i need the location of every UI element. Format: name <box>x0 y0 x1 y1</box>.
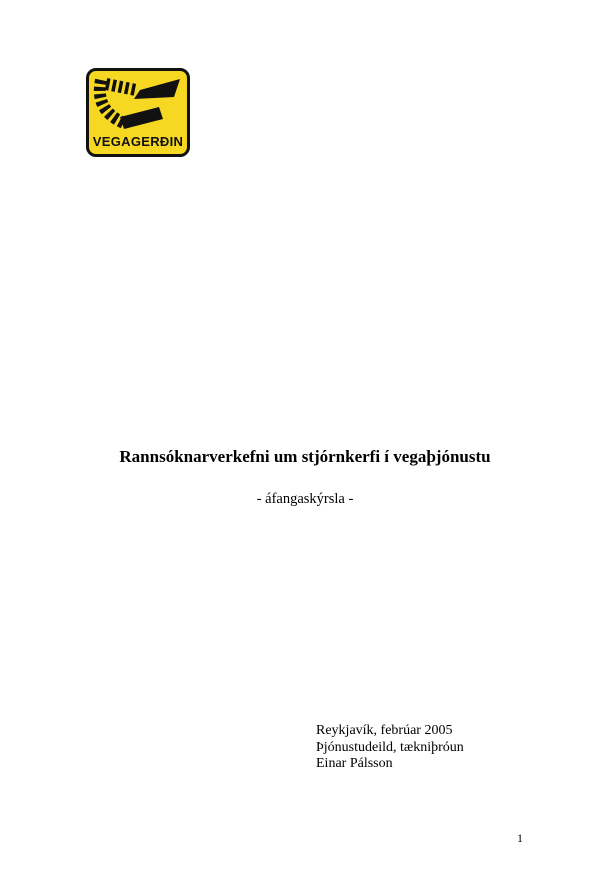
imprint-block <box>316 723 464 773</box>
page-number: 1 <box>517 831 523 845</box>
imprint-author: Einar Pálsson <box>316 756 393 771</box>
imprint-place-date: Reykjavík, febrúar 2005 <box>316 723 453 738</box>
vegagerdin-logo-text: VEGAGERÐIN <box>92 134 184 149</box>
vegagerdin-road-swoosh-icon <box>90 74 186 132</box>
vegagerdin-logo <box>86 68 190 157</box>
document-title: Rannsóknarverkefni um stjórnkerfi í vegaþjónustu <box>119 447 491 466</box>
document-subtitle: - áfangaskýrsla - <box>256 491 354 507</box>
imprint-department: Þjónustudeild, tækniþróun <box>316 739 464 755</box>
